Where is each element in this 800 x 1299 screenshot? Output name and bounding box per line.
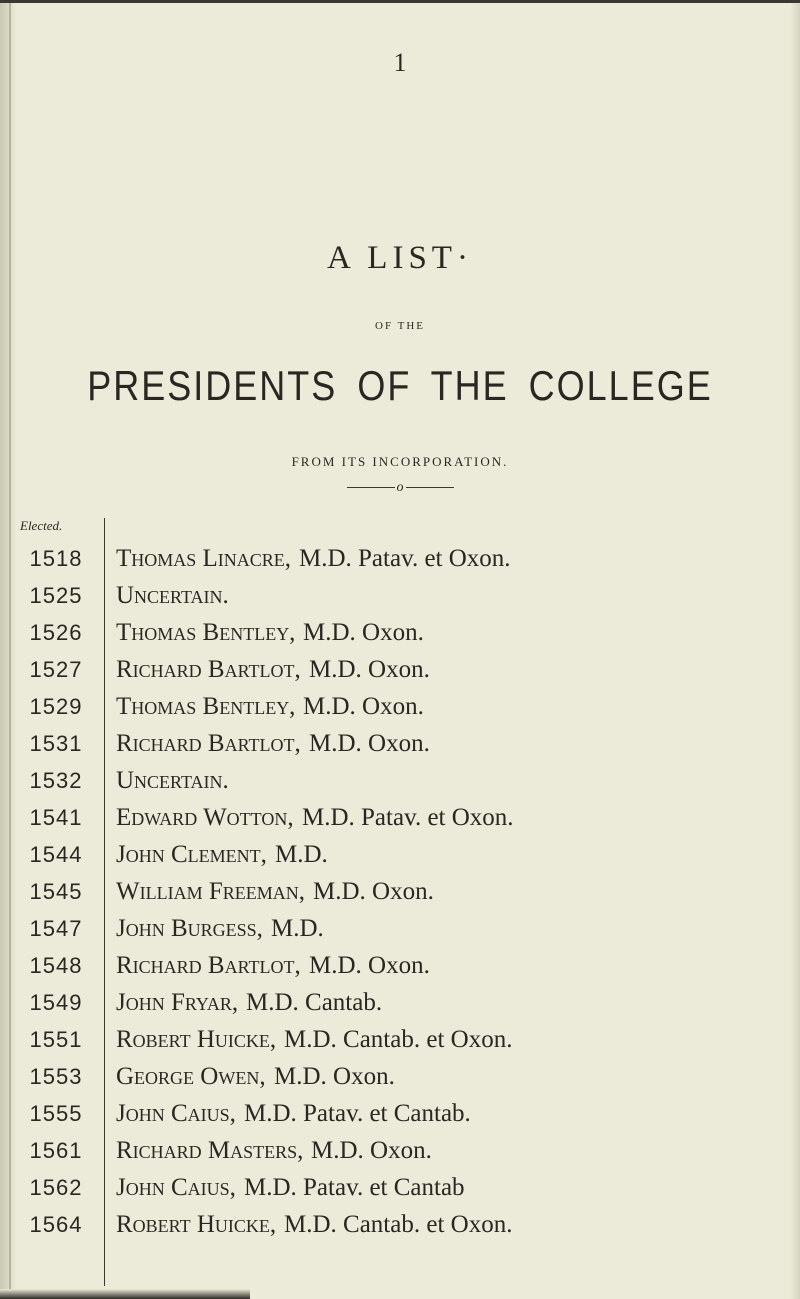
president-name: Edward Wotton, bbox=[116, 804, 294, 831]
president-degree: M.D. Cantab. bbox=[246, 989, 383, 1016]
election-year: 1564 bbox=[29, 1212, 83, 1237]
bottom-shadow bbox=[0, 1289, 250, 1299]
president-name: John Burgess, bbox=[116, 915, 263, 942]
president-degree: M.D. Cantab. et Oxon. bbox=[284, 1026, 513, 1053]
president-name: Richard Masters, bbox=[116, 1137, 304, 1164]
list-item bbox=[0, 1058, 800, 1095]
president-degree: M.D. Oxon. bbox=[313, 878, 434, 905]
subtitle: OF THE bbox=[375, 320, 425, 332]
president-name: George Owen, bbox=[116, 1063, 266, 1090]
list-item bbox=[0, 725, 800, 762]
top-rule bbox=[0, 0, 800, 3]
election-year: 1526 bbox=[29, 620, 83, 645]
president-name: John Clement, bbox=[116, 841, 267, 868]
president-degree: M.D. Patav. et Oxon. bbox=[302, 804, 514, 831]
president-name: John Fryar, bbox=[116, 989, 239, 1016]
president-degree: M.D. Oxon. bbox=[303, 619, 424, 646]
election-year: 1529 bbox=[29, 694, 83, 719]
election-year: 1555 bbox=[29, 1101, 83, 1126]
president-name: William Freeman, bbox=[116, 878, 305, 905]
list-item bbox=[0, 651, 800, 688]
list-item bbox=[0, 577, 800, 614]
list-item bbox=[0, 984, 800, 1021]
election-year: 1545 bbox=[29, 879, 83, 904]
list-item bbox=[0, 910, 800, 947]
list-item bbox=[0, 614, 800, 651]
election-year: 1561 bbox=[29, 1138, 83, 1163]
president-degree: M.D. Patav. et Cantab bbox=[244, 1174, 465, 1201]
list-item bbox=[0, 1132, 800, 1169]
list-item bbox=[0, 799, 800, 836]
president-name: Robert Huicke, bbox=[116, 1211, 277, 1238]
president-degree: M.D. Oxon. bbox=[303, 693, 424, 720]
election-year: 1551 bbox=[29, 1027, 83, 1052]
ornament-divider bbox=[0, 480, 800, 496]
list-item bbox=[0, 1095, 800, 1132]
president-degree: M.D. Cantab. et Oxon. bbox=[284, 1211, 513, 1238]
list-item bbox=[0, 836, 800, 873]
list-item bbox=[0, 873, 800, 910]
elected-column-label: Elected. bbox=[20, 518, 63, 533]
president-degree: M.D. Oxon. bbox=[309, 656, 430, 683]
president-degree: M.D. Oxon. bbox=[274, 1063, 395, 1090]
president-name: Richard Bartlot, bbox=[116, 952, 301, 979]
list-item bbox=[0, 1206, 800, 1243]
president-name: Thomas Linacre, bbox=[116, 545, 292, 572]
page-number: 1 bbox=[393, 48, 407, 77]
election-year: 1527 bbox=[29, 657, 83, 682]
election-year: 1541 bbox=[29, 805, 83, 830]
list-item bbox=[0, 762, 800, 799]
presidents-list bbox=[0, 540, 800, 1243]
list-item bbox=[0, 947, 800, 984]
president-name: Uncertain. bbox=[116, 582, 229, 609]
page-title: A LIST· bbox=[327, 240, 473, 276]
president-degree: M.D. bbox=[275, 841, 328, 868]
election-year: 1549 bbox=[29, 990, 83, 1015]
president-name: Richard Bartlot, bbox=[116, 730, 301, 757]
president-degree: M.D. bbox=[271, 915, 324, 942]
list-item bbox=[0, 540, 800, 577]
main-heading: PRESIDENTS OF THE COLLEGE bbox=[87, 361, 713, 409]
ornament-rule-right bbox=[406, 487, 454, 488]
president-degree: M.D. Patav. et Oxon. bbox=[299, 545, 511, 572]
president-degree: M.D. Oxon. bbox=[309, 952, 430, 979]
list-item bbox=[0, 688, 800, 725]
from-line: FROM ITS INCORPORATION. bbox=[291, 454, 509, 469]
election-year: 1518 bbox=[29, 546, 83, 571]
list-item bbox=[0, 1021, 800, 1058]
president-degree: M.D. Patav. et Cantab. bbox=[244, 1100, 471, 1127]
ornament-rule-left bbox=[347, 487, 395, 488]
president-degree: M.D. Oxon. bbox=[309, 730, 430, 757]
president-name: Thomas Bentley, bbox=[116, 693, 296, 720]
president-name: Uncertain. bbox=[116, 767, 229, 794]
president-name: John Caius, bbox=[116, 1174, 236, 1201]
election-year: 1525 bbox=[29, 583, 83, 608]
president-name: John Caius, bbox=[116, 1100, 236, 1127]
ornament-glyph: o bbox=[396, 480, 404, 495]
election-year: 1548 bbox=[29, 953, 83, 978]
election-year: 1531 bbox=[29, 731, 83, 756]
president-name: Thomas Bentley, bbox=[116, 619, 296, 646]
president-name: Robert Huicke, bbox=[116, 1026, 277, 1053]
president-name: Richard Bartlot, bbox=[116, 656, 301, 683]
list-item bbox=[0, 1169, 800, 1206]
president-degree: M.D. Oxon. bbox=[311, 1137, 432, 1164]
election-year: 1547 bbox=[29, 916, 83, 941]
election-year: 1532 bbox=[29, 768, 83, 793]
election-year: 1553 bbox=[29, 1064, 83, 1089]
election-year: 1562 bbox=[29, 1175, 83, 1200]
election-year: 1544 bbox=[29, 842, 83, 867]
